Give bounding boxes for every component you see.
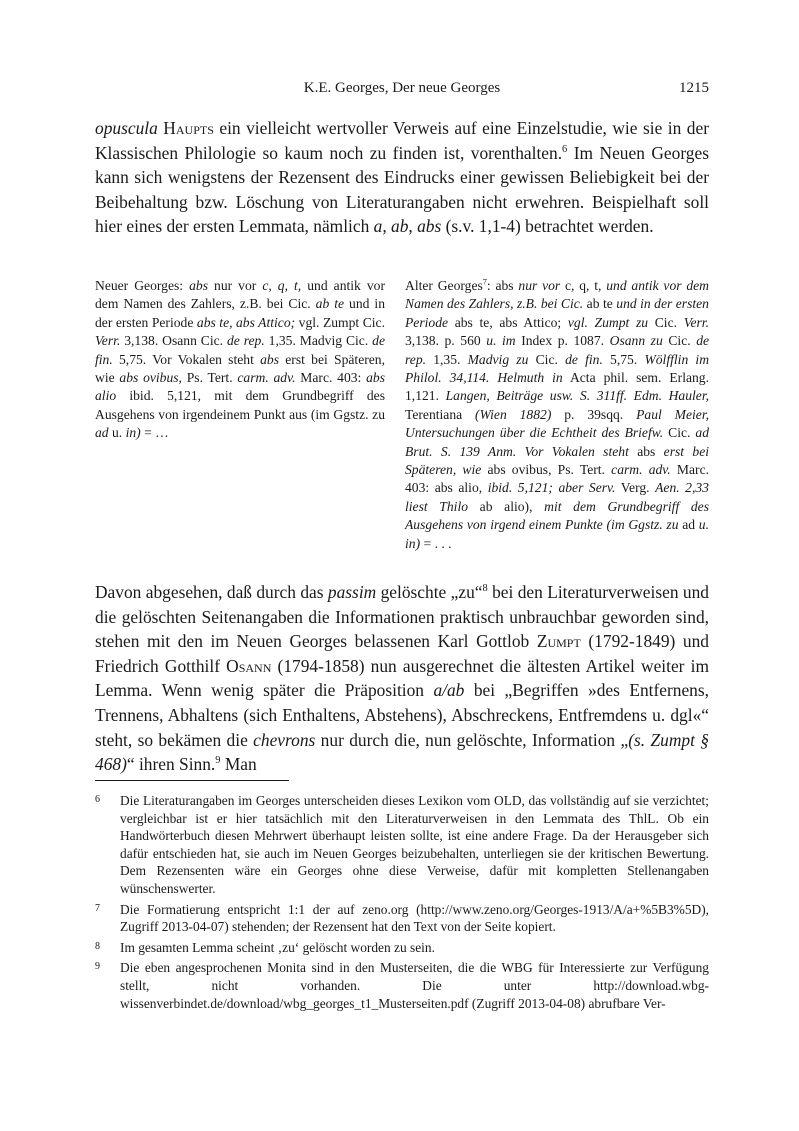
entry-italic: und in der ersten Periode bbox=[405, 296, 709, 330]
author-name-haupt: Haupts bbox=[163, 118, 214, 138]
entry-italic: und antik vor dem Namen des Zahlers, z.B. bei Cic. bbox=[405, 278, 709, 312]
entry-text: erst bei Späteren, wie bbox=[95, 351, 385, 386]
footnote-number: 7 bbox=[95, 902, 100, 914]
footnote-6 bbox=[95, 792, 709, 898]
entry-italic: Paul Meier, Untersuchungen über die Echtheit des Briefw. bbox=[405, 406, 709, 441]
entry-italic: (Wien 1882) bbox=[475, 406, 552, 422]
footnote-8 bbox=[95, 939, 709, 957]
entry-text: ab te bbox=[583, 296, 617, 312]
entry-italic: c, q, t, bbox=[262, 278, 302, 293]
author-name-osann: Osann bbox=[226, 655, 272, 676]
entry-italic: Aen. 2,33 liest Thilo bbox=[405, 480, 709, 514]
entry-text: u. bbox=[108, 425, 126, 441]
entry-text: 3,138. p. 560 bbox=[405, 333, 487, 349]
intro-text: ein vielleicht wertvoller Verweis auf eine Einzelstudie, wie sie in der Klassischen Philologie so kaum noch zu finden ist, vorenthalten. bbox=[95, 118, 709, 163]
entry-text: ibid. 5,121, mit dem Grundbegriff des Ausgehens von irgendeinem Punkt aus (im Ggstz. zu bbox=[95, 388, 385, 422]
entry-italic: de fin. bbox=[95, 333, 385, 367]
body-italic: passim bbox=[327, 582, 377, 602]
entry-italic: de rep. bbox=[405, 333, 710, 367]
entry-italic: u. in) bbox=[405, 517, 709, 551]
body-text: bei den Literaturverweisen und die gelöschten Seitenangaben die Informationen praktisch unbrauchbar geworden sind, stehen mit den im Neuen Georges belassenen Karl Gottlob bbox=[95, 582, 709, 652]
entry-italic: u. im bbox=[486, 333, 516, 349]
intro-text: (s.v. 1,1-4) betrachtet werden. bbox=[441, 216, 654, 237]
entry-text: 5,75. bbox=[602, 351, 645, 367]
footnote-text: Im gesamten Lemma scheint ‚zu‘ gelöscht worden zu sein. bbox=[120, 939, 435, 955]
entry-text: c, q, t, bbox=[560, 278, 607, 293]
footnote-text: Die Formatierung entspricht 1:1 der auf zeno.org (http://www.zeno.org/Georges-1913/A/a+%5B3%5D), Zugriff 2013-04-07) stehenden; der Rezensent hat den Text von der Seite kopiert. bbox=[120, 901, 709, 935]
entry-italic: ibid. 5,121; aber Serv. bbox=[487, 480, 616, 496]
entry-text: 1,35. Madvig Cic. bbox=[264, 333, 373, 349]
footnote-divider bbox=[95, 780, 289, 781]
main-paragraph bbox=[95, 580, 709, 777]
entry-text: abs ovibus, Ps. Tert. bbox=[481, 462, 612, 478]
intro-text-italic: opuscula bbox=[95, 118, 158, 138]
entry-text: abs bbox=[628, 443, 664, 459]
entry-text: abs te, abs Attico; bbox=[448, 314, 568, 330]
entry-text: Marc. 403: bbox=[295, 370, 367, 386]
entry-italic: carm. adv. bbox=[611, 462, 671, 478]
neuer-georges-entry bbox=[95, 277, 385, 443]
entry-italic: erst bei Späteren, wie bbox=[405, 443, 710, 478]
footnote-number: 9 bbox=[95, 961, 100, 973]
entry-text: 3,138. Osann Cic. bbox=[120, 333, 227, 349]
running-title: K.E. Georges, Der neue Georges bbox=[303, 80, 501, 96]
entry-text: = . . . bbox=[420, 535, 452, 551]
entry-text: ab alio), bbox=[468, 498, 545, 514]
footnote-ref-6[interactable]: 6 bbox=[562, 143, 568, 155]
intro-paragraph bbox=[95, 116, 709, 239]
body-italic: (s. Zumpt § 468) bbox=[95, 729, 709, 775]
entry-italic: Wölfflin im Philol. 34,114. Helmuth in bbox=[405, 351, 710, 386]
entry-text: Terentiana bbox=[405, 406, 476, 422]
page-number: 1215 bbox=[679, 80, 709, 96]
footnote-ref-7[interactable]: 7 bbox=[482, 277, 487, 287]
footnote-7 bbox=[95, 901, 709, 936]
body-text: bei „Begriffen »des Entfernens, Trennens, Abhaltens (sich Enthaltens, Abstehens), Abschreckens, Entfremdens u. dgl«“ steht, so bekämen die bbox=[95, 680, 709, 750]
entry-text: Cic. bbox=[528, 351, 566, 367]
entry-italic: vgl. Zumpt zu bbox=[567, 314, 649, 330]
entry-italic: Langen, Beiträge usw. S. 311ff. Edm. Hauler, bbox=[445, 388, 709, 404]
body-text: (1794-1858) nun ausgerechnet die ältesten Artikel weiter im Lemma. Wenn wenig später die Präposition bbox=[95, 655, 709, 701]
entry-text: Cic. bbox=[663, 425, 696, 441]
entry-text: Verg. bbox=[615, 480, 656, 496]
running-header bbox=[95, 80, 709, 100]
footnotes bbox=[95, 792, 709, 1012]
entry-text: und antik vor dem Namen des Zahlers, z.B. bei Cic. bbox=[95, 278, 386, 312]
entry-italic: Verr. bbox=[95, 333, 121, 349]
body-text: Man bbox=[220, 754, 257, 775]
footnote-9 bbox=[95, 959, 709, 1012]
body-text: “ ihren Sinn. bbox=[126, 754, 216, 775]
entry-text: 5,75. Vor Vokalen steht bbox=[112, 351, 261, 367]
entry-italic: abs ovibus, bbox=[119, 370, 182, 386]
entry-italic: abs te, abs Attico; bbox=[196, 314, 296, 330]
entry-text: Cic. bbox=[648, 314, 684, 330]
entry-text: vgl. Zumpt Cic. bbox=[295, 314, 385, 330]
entry-text: Ps. Tert. bbox=[181, 370, 238, 386]
entry-text: : abs bbox=[486, 278, 519, 293]
entry-text: Neuer Georges: bbox=[95, 278, 190, 293]
entry-italic: abs bbox=[189, 278, 208, 293]
author-name-zumpt: Zumpt bbox=[536, 631, 581, 652]
entry-italic: ad Brut. S. 139 Anm. Vor Vokalen steht bbox=[405, 425, 709, 459]
footnote-number: 8 bbox=[95, 940, 100, 952]
body-text: Davon abgesehen, daß durch das bbox=[95, 582, 328, 602]
entry-italic: abs alio bbox=[95, 370, 385, 404]
entry-italic: nur vor bbox=[518, 278, 561, 293]
entry-text: Index p. 1087. bbox=[515, 333, 610, 349]
entry-text: Acta phil. sem. Erlang. 1,121. bbox=[405, 370, 710, 404]
lemma-name: a, ab, abs bbox=[373, 216, 442, 237]
footnote-text: Die eben angesprochenen Monita sind in den Musterseiten, die die WBG für Interessierte zur Verfügung stellt, nicht vorhanden. Die unter http://download.wbg- wissenverbindet.de/download/wbg_georges_t1_Musterseiten.pdf (Zugriff 2013-04-08) abrufbare Ver- bbox=[120, 960, 709, 1011]
entry-italic: de rep. bbox=[226, 333, 265, 349]
footnote-number: 6 bbox=[95, 794, 100, 805]
entry-italic: ab te bbox=[315, 296, 345, 312]
footnote-text: Die Literaturangaben im Georges unterscheiden dieses Lexikon vom OLD, das vollständig auf sie verzichtet; vergleichbar ist er hier tatsächlich mit den Literaturverweisen in den Lemmata des ThlL. Ob ein Handwörterbuch diesen Mehrwert überhaupt leisten sollte, ist eine andere Frage. Da der Herausgeber sich dafür entschieden hat, sie auch im Neuen Georges beizubehalten, unterliegen sie der kritischen Bewertung. Dem Rezensenten wäre ein Georges ohne diese Verweise, dafür mit kompletten Stellenangaben wünschenswerter. bbox=[120, 793, 709, 896]
entry-italic: abs bbox=[260, 351, 280, 367]
entry-text: nur vor bbox=[208, 278, 263, 293]
intro-text: Im Neuen Georges kann sich wenigstens der Rezensent des Eindrucks einer gewissen Beliebigkeit bei der Beibehaltung bzw. Löschung von Literaturangaben nicht erwehren. Beispielhaft soll hier eines der ersten Lemmata, nämlich bbox=[95, 142, 709, 237]
entry-italic: ad bbox=[95, 425, 109, 441]
body-italic: chevrons bbox=[253, 729, 316, 750]
entry-italic: Osann zu bbox=[609, 333, 663, 349]
entry-text: p. 39sqq. bbox=[551, 406, 637, 422]
entry-italic: Madvig zu bbox=[467, 351, 529, 367]
entry-text: Cic. bbox=[662, 333, 697, 349]
entry-text: und in der ersten Periode bbox=[95, 296, 386, 330]
alter-georges-entry bbox=[405, 277, 709, 553]
footnote-ref-8[interactable]: 8 bbox=[482, 583, 488, 595]
entry-italic: Verr. bbox=[683, 314, 709, 330]
entry-italic: mit dem Grundbegriff des Ausgehens von irgend einem Punkte (im Ggstz. zu bbox=[405, 498, 709, 533]
footnote-ref-9[interactable]: 9 bbox=[215, 755, 221, 767]
body-italic: a/ab bbox=[433, 680, 465, 701]
body-text: nur durch die, nun gelöschte, Information „ bbox=[315, 729, 629, 750]
entry-italic: de fin. bbox=[565, 351, 603, 367]
body-text: (1792-1849) und Friedrich Gotthilf bbox=[95, 631, 710, 676]
entry-text: = … bbox=[140, 425, 169, 441]
entry-text: Alter Georges bbox=[405, 278, 483, 293]
entry-text: ad bbox=[678, 517, 699, 533]
entry-italic: in) bbox=[125, 425, 141, 441]
entry-text: 1,35. bbox=[426, 351, 468, 367]
entry-italic: carm. adv. bbox=[237, 370, 296, 386]
entry-text: Marc. 403: abs alio, bbox=[405, 462, 709, 496]
body-text: gelöschte „zu“ bbox=[376, 582, 483, 602]
